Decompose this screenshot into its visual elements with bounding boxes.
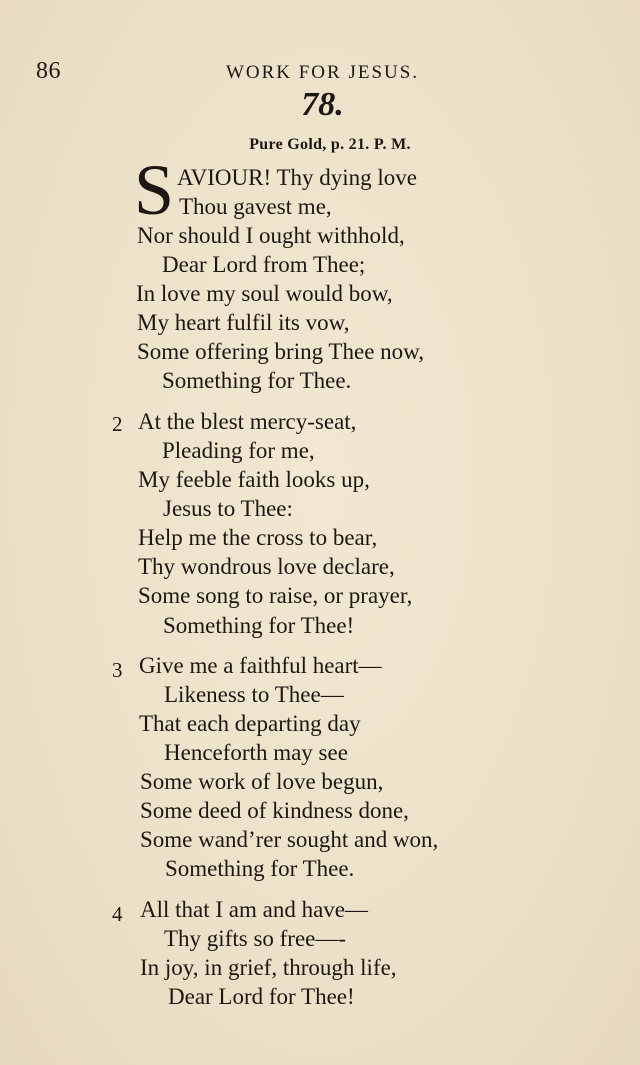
page-number: 86 [36,58,61,84]
hymn-number: 78. [301,86,344,123]
verse-number: 2 [112,412,123,436]
verse-line: Thou gavest me, [179,194,332,219]
verse-line: Nor should I ought withhold, [137,223,405,248]
verse-line: In love my soul would bow, [136,281,393,306]
verse-line: Help me the cross to bear, [138,525,378,550]
verse-line: That each departing day [139,711,361,736]
verse-line: Dear Lord for Thee! [168,984,355,1009]
verse-line: Something for Thee! [163,613,355,638]
drop-cap-letter: S [134,150,175,230]
verse-line: Some work of love begun, [140,769,384,794]
verse-line: Some offering bring Thee now, [137,339,425,364]
verse-line: Give me a faithful heart— [139,653,382,678]
verse-line: All that I am and have— [140,897,369,922]
tune-reference: Pure Gold, p. 21. P. M. [249,136,411,153]
verse-line: Some deed of kindness done, [140,798,409,823]
verse-line: Some wand’rer sought and won, [140,827,439,852]
verse-line: AVIOUR! Thy dying love [177,165,418,190]
verse-line: Jesus to Thee: [163,496,293,521]
verse-line: Thy wondrous love declare, [138,554,395,579]
verse-line: Dear Lord from Thee; [162,252,366,277]
verse-line: Something for Thee. [162,368,352,393]
verse-number: 3 [112,658,123,682]
verse-line: My feeble faith looks up, [138,467,370,492]
verse-line: Something for Thee. [165,856,355,881]
verse-line: In joy, in grief, through life, [140,955,397,980]
verse-line: Likeness to Thee— [164,682,344,707]
verse-number: 4 [112,902,123,926]
verse-line: Thy gifts so free—- [164,926,347,951]
running-head: WORK FOR JESUS. [225,62,420,83]
verse-line: Pleading for me, [162,438,315,463]
verse-line: Henceforth may see [164,740,348,765]
verse-line: At the blest mercy-seat, [138,409,357,434]
verse-line: My heart fulfil its vow, [137,310,350,335]
verse-line: Some song to raise, or prayer, [138,583,413,608]
